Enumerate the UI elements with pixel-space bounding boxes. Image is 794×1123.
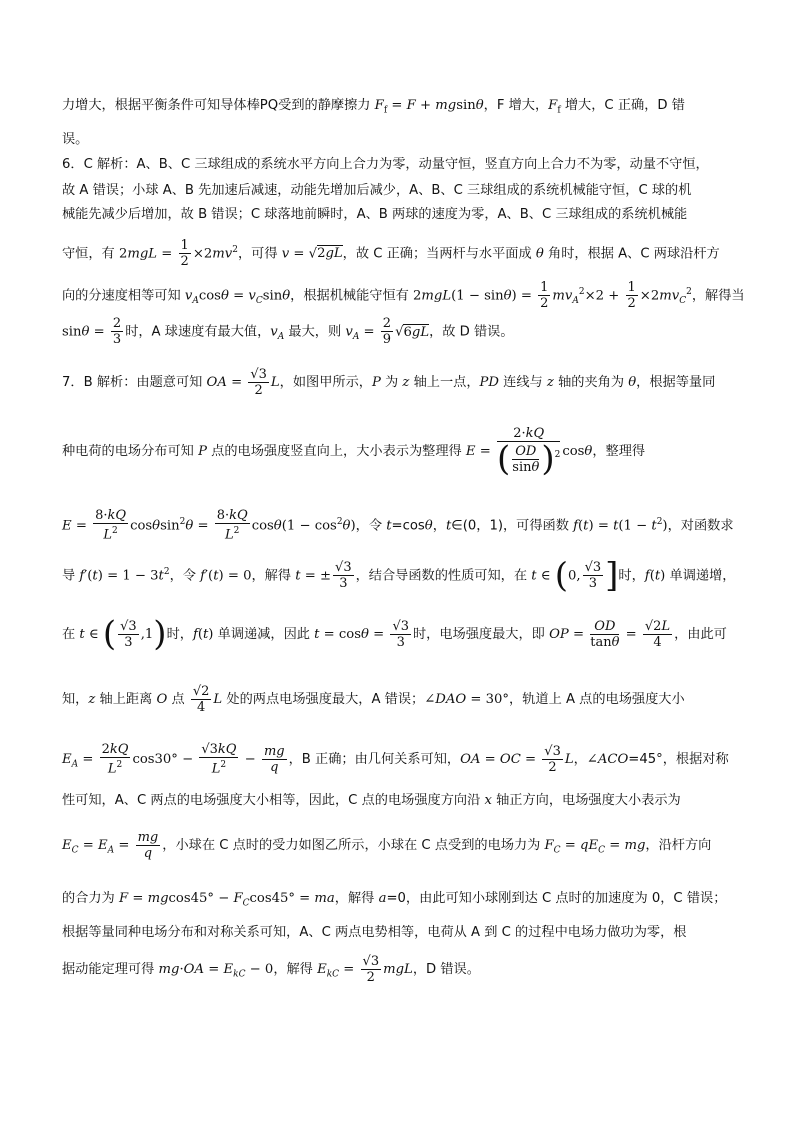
text-line-19: 根据等量同种电场分布和对称关系可知，A、C 两点电势相等，电荷从 A 到 C 的过程中电场力做功为零，根 [62,925,687,940]
text-line-9: 7．B 解析：由题意可知 OA = $\frac{√3}{2}$ L，如图甲所示，P 为 z 轴上一点，PD 连线与 z 轴的夹角为 θ，根据等量同 [62,366,716,398]
text-line-15: $E_A$ = $\frac{2kQ}{L^2}$ cos30° − $\frac{√3kQ}{L^2}$ − $\frac{mg}{q}$ ，B 正确；由几何关系可知，OA = OC = $\frac{√3}{2}$ L，∠ACO=45°，根据对称 [62,741,729,777]
text-line-10: 种电荷的电场分布可知 P 点的电场强度竖直向上，大小表示为整理得 E = 2·kQ ( $\frac{OD}{\sin\theta}$ )$^2$ cosθ，整理得 [62,426,646,479]
text-line-12: 导 $f'(t) = 1 - 3t^2$，令 f′(t) = 0，解得 t = ± $\frac{√3}{3}$ ，结合导函数的性质可知，在 t ∈ (0, $\frac{√3}{3}$ ]时，f(t) 单调递增， [62,555,736,596]
text-line-17: $E_C = E_A$ = $\frac{mg}{q}$ ，小球在 C 点时的受力如图乙所示，小球在 C 点受到的电场力为 $F_C = qE_C$ = mg，沿杆方向 [62,829,712,861]
text-line-2: 误。 [62,132,89,147]
text-line-16: 性可知，A、C 两点的电场强度大小相等，因此，C 点的电场强度方向沿 x 轴正方向，电场强度大小表示为 [62,793,681,808]
text-line-7: 向的分速度相等可知 $v_A\cos\theta = v_C\sin\theta$，根据机械能守恒有 2mgL(1 − sinθ) = $\frac{1}{2}$ $mv_A^2\times 2$ + $\frac{1}{2}$ $\times 2mv_C^2$，解得当 [62,279,745,311]
text-line-20: 据动能定理可得 $mg\cdot OA = E_{kC} - 0$，解得 $E_{kC}$ = $\frac{√3}{2}$ mgL，D 错误。 [62,953,480,985]
text-line-3: 6．C 解析：A、B、C 三球组成的系统水平方向上合力为零，动量守恒，竖直方向上合力不为零，动量不守恒， [62,157,709,172]
text-line-13: 在 t ∈ ( $\frac{√3}{3}$ ,1)时，f(t) 单调递减，因此 t = cosθ = $\frac{√3}{3}$ 时，电场强度最大，即 OP = $\frac{OD}{\tan\theta}$ = $\frac{√2L}{4}$ ，由此可 [62,614,727,654]
text-line-14: 知，z 轴上距离 O 点 $\frac{√2}{4}$ L 处的两点电场强度最大，A 错误；∠DAO = 30°，轨道上 A 点的电场强度大小 [62,683,685,715]
text-line-8: sinθ = $\frac{2}{3}$ 时，A 球速度有最大值，$v_A$ 最大，则 $v_A$ = $\frac{2}{9}$ √6gL，故 D 错误。 [62,316,514,347]
text-line-1: 力增大，根据平衡条件可知导体棒PQ受到的静摩擦力 $F_f = F + mgsin\theta$，F 增大，$F_f$ 增大，C 正确，D 错 [62,98,685,116]
text-line-18: 的合力为 $F = mgcos45^\circ - F_C\cos 45^\circ$ = ma，解得 a=0，由此可知小球刚到达 C 点时的加速度为 0，C 错误； [62,891,727,909]
text-line-4: 故 A 错误；小球 A、B 先加速后减速，动能先增加后减少，A、B、C 三球组成的系统机械能守恒，C 球的机 [62,183,692,198]
text-line-6: 守恒，有 2mgL = $\frac{1}{2}$ $\times 2mv^2$，可得 v = √2gL，故 C 正确；当两杆与水平面成 θ 角时，根据 A、C 两球沿杆方 [62,237,720,269]
text-line-11: E = $\frac{8\cdot kQ}{L^2}$ cosθsin$^2$θ = $\frac{8\cdot kQ}{L^2}$ $\cos\theta(1 - \cos^2\theta)$，令 t=cosθ，t∈(0，1)，可得函数 $f(t) = t(1 - t^2)$，对函数求 [62,508,734,543]
text-line-5: 械能先减少后增加，故 B 错误；C 球落地前瞬时，A、B 两球的速度为零，A、B、C 三球组成的系统机械能 [62,207,688,222]
